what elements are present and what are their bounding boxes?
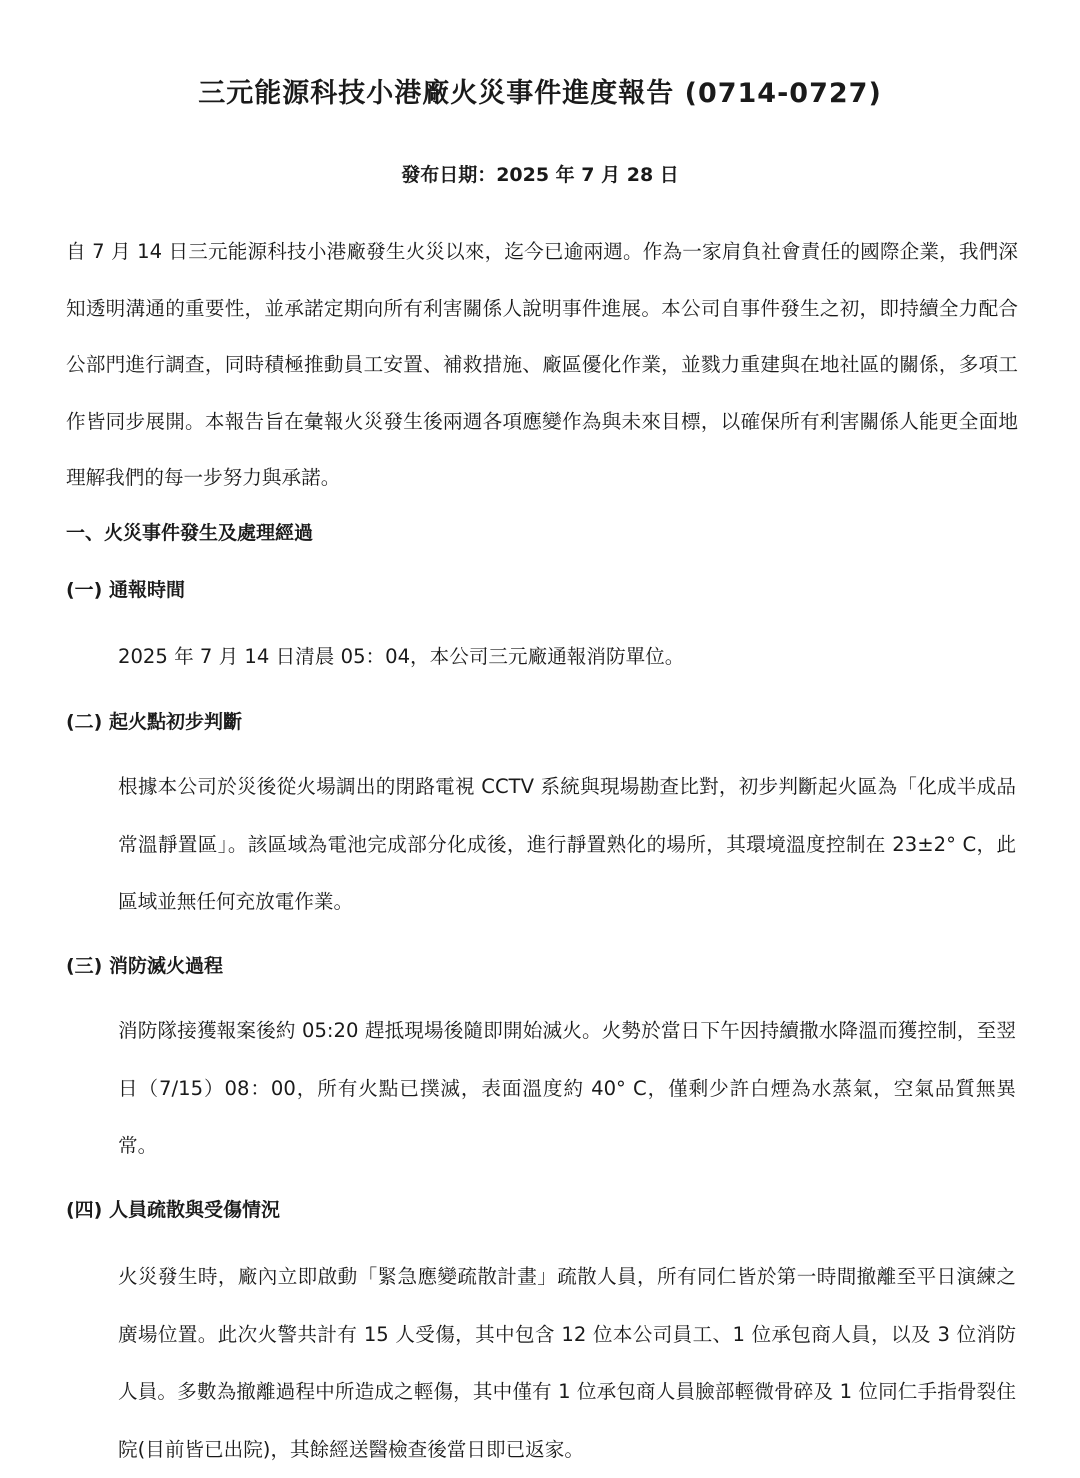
report-title: 三元能源科技小港廠火災事件進度報告 (0714-0727) bbox=[198, 78, 882, 109]
subsection-heading-fire-origin: (二) 起火點初步判斷 bbox=[66, 711, 242, 733]
evacuation-injuries-paragraph: 火災發生時，廠內立即啟動「緊急應變疏散計畫」疏散人員，所有同仁皆於第一時間撤離至平日演練之廣場位置。此次火警共計有 15 人受傷，其中包含 12 位本公司員工、1 位承包商人員，以及 3 位消防人員。多數為撤離過程中所造成之輕傷，其中僅有 1 位承包商人員臉部輕微骨碎及 1 位同仁手指骨裂住院(目前皆已出院)，其餘經送醫檢查後當日即已返家。 bbox=[118, 1265, 1016, 1461]
subsection-heading-evacuation-injuries: (四) 人員疏散與受傷情況 bbox=[66, 1199, 280, 1221]
report-time-paragraph: 2025 年 7 月 14 日清晨 05：04，本公司三元廠通報消防單位。 bbox=[118, 645, 685, 668]
publish-date: 發布日期：2025 年 7 月 28 日 bbox=[401, 164, 679, 186]
subsection-heading-firefighting: (三) 消防滅火過程 bbox=[66, 955, 223, 977]
fire-origin-paragraph: 根據本公司於災後從火場調出的閉路電視 CCTV 系統與現場勘查比對，初步判斷起火區為「化成半成品常溫靜置區」。該區域為電池完成部分化成後，進行靜置熟化的場所，其環境溫度控制在 23±2° C，此區域並無任何充放電作業。 bbox=[118, 775, 1016, 914]
subsection-heading-report-time: (一) 通報時間 bbox=[66, 579, 185, 601]
intro-paragraph: 自 7 月 14 日三元能源科技小港廠發生火災以來，迄今已逾兩週。作為一家肩負社會責任的國際企業，我們深知透明溝通的重要性，並承諾定期向所有利害關係人說明事件進展。本公司自事件發生之初，即持續全力配合公部門進行調查，同時積極推動員工安置、補救措施、廠區優化作業，並戮力重建與在地社區的關係，多項工作皆同步展開。本報告旨在彙報火災發生後兩週各項應變作為與未來目標，以確保所有利害關係人能更全面地理解我們的每一步努力與承諾。 bbox=[66, 240, 1018, 490]
section-heading-fire-event: 一、火災事件發生及處理經過 bbox=[66, 522, 314, 544]
firefighting-paragraph: 消防隊接獲報案後約 05:20 趕抵現場後隨即開始滅火。火勢於當日下午因持續撒水降溫而獲控制，至翌日（7/15）08：00，所有火點已撲滅，表面溫度約 40° C，僅剩少許白煙為水蒸氣，空氣品質無異常。 bbox=[118, 1019, 1016, 1158]
